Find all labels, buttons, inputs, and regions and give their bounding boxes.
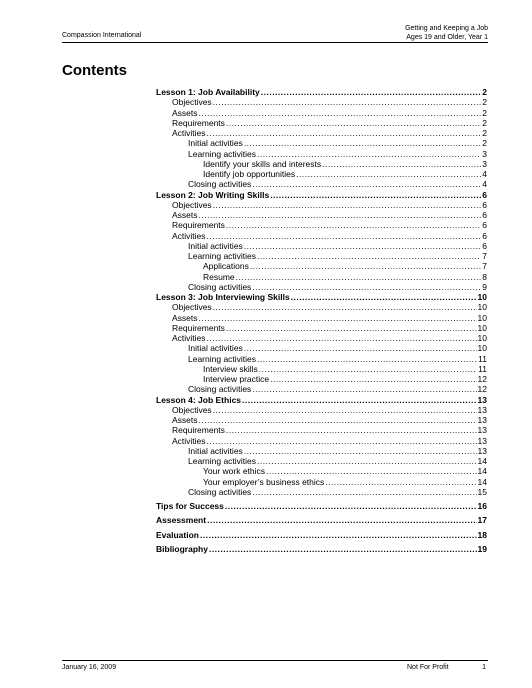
toc-entry[interactable] (156, 323, 487, 333)
toc-leader-dots (291, 292, 477, 302)
toc-entry-page: 16 (477, 501, 487, 511)
toc-entry-page: 6 (482, 230, 487, 241)
toc-leader-dots (252, 282, 481, 292)
toc-leader-dots (226, 425, 477, 435)
toc-entry-title: Objectives (172, 97, 212, 108)
toc-entry-title: Your employer’s business ethics (203, 476, 325, 487)
toc-leader-dots (266, 466, 476, 476)
toc-entry-title: Lesson 2: Job Writing Skills (156, 189, 270, 200)
toc-entry-page: 4 (482, 179, 487, 190)
toc-entry[interactable] (156, 343, 487, 353)
toc-leader-dots (257, 456, 476, 466)
page-title: Contents (62, 62, 127, 79)
toc-entry-title: Evaluation (156, 529, 199, 540)
toc-entry[interactable] (156, 425, 487, 435)
toc-leader-dots (322, 159, 481, 169)
toc-entry[interactable] (156, 395, 487, 405)
toc-entry-page: 2 (482, 107, 487, 118)
toc-leader-dots (207, 515, 476, 525)
toc-entry-title: Lesson 1: Job Availability (156, 87, 260, 97)
footer-rule (62, 660, 488, 661)
header-doc-title: Getting and Keeping a Job (405, 25, 488, 32)
toc-entry-page: 10 (477, 322, 487, 333)
toc-leader-dots (207, 231, 482, 241)
toc-leader-dots (252, 384, 476, 394)
toc-entry-title: Learning activities (188, 456, 257, 466)
toc-entry[interactable] (156, 501, 487, 511)
toc-entry[interactable] (156, 149, 487, 159)
toc-leader-dots (213, 302, 477, 312)
footer-page-number: 1 (482, 664, 486, 671)
toc-entry[interactable] (156, 159, 487, 169)
toc-entry-title: Activities (172, 435, 206, 446)
toc-entry-title: Learning activities (188, 148, 257, 159)
toc-leader-dots (261, 87, 482, 97)
toc-entry-page: 6 (482, 240, 487, 251)
toc-entry[interactable] (156, 87, 487, 97)
toc-entry[interactable] (156, 169, 487, 179)
toc-entry-page: 10 (477, 343, 487, 354)
toc-leader-dots (250, 261, 481, 271)
toc-leader-dots (213, 405, 477, 415)
toc-entry[interactable] (156, 118, 487, 128)
toc-entry[interactable] (156, 384, 487, 394)
toc-entry-page: 7 (482, 261, 487, 272)
toc-leader-dots (207, 436, 477, 446)
toc-entry-title: Interview practice (203, 374, 270, 384)
toc-leader-dots (244, 241, 481, 251)
toc-entry[interactable] (156, 179, 487, 189)
toc-entry-title: Assets (172, 107, 198, 118)
toc-entry[interactable] (156, 292, 487, 302)
toc-entry-title: Closing activities (188, 179, 252, 190)
toc-leader-dots (257, 251, 481, 261)
toc-entry-page: 3 (482, 148, 487, 159)
toc-entry-page: 10 (477, 312, 487, 323)
toc-entry[interactable] (156, 190, 487, 200)
toc-leader-dots (226, 118, 481, 128)
toc-entry-page: 2 (482, 87, 487, 97)
toc-leader-dots (259, 364, 477, 374)
toc-entry-title: Initial activities (188, 445, 243, 456)
toc-entry-title: Bibliography (156, 543, 208, 554)
toc-leader-dots (213, 200, 482, 210)
toc-leader-dots (207, 128, 482, 138)
footer-date: January 16, 2009 (62, 664, 117, 671)
toc-entry[interactable] (156, 374, 487, 384)
toc-entry-title: Requirements (172, 220, 225, 231)
toc-entry[interactable] (156, 530, 487, 540)
toc-entry-page: 2 (482, 97, 487, 108)
toc-entry[interactable] (156, 515, 487, 525)
toc-entry-title: Closing activities (188, 384, 252, 395)
toc-leader-dots (296, 169, 481, 179)
footer-notice: Not For Profit (407, 664, 449, 671)
toc-entry[interactable] (156, 446, 487, 456)
toc-entry-title: Your work ethics (203, 466, 266, 477)
toc-leader-dots (226, 323, 477, 333)
toc-entry-page: 19 (477, 543, 487, 554)
toc-entry-page: 6 (482, 189, 487, 200)
toc-leader-dots (199, 415, 477, 425)
toc-entry-title: Closing activities (188, 486, 252, 497)
toc-entry-page: 8 (482, 271, 487, 282)
toc-entry-title: Activities (172, 128, 206, 138)
toc-entry-page: 10 (477, 333, 487, 343)
toc-entry[interactable] (156, 200, 487, 210)
toc-entry-page: 12 (477, 384, 487, 395)
toc-entry-title: Activities (172, 333, 206, 343)
toc-entry-page: 17 (477, 515, 487, 526)
toc-entry-title: Learning activities (188, 251, 257, 261)
toc-entry-title: Applications (203, 261, 249, 272)
toc-leader-dots (244, 138, 481, 148)
toc-entry-title: Objectives (172, 404, 212, 415)
toc-leader-dots (252, 487, 476, 497)
toc-entry-title: Initial activities (188, 138, 243, 149)
toc-entry-page: 13 (477, 435, 487, 446)
toc-entry[interactable] (156, 415, 487, 425)
toc-entry-title: Assets (172, 415, 198, 425)
toc-leader-dots (244, 446, 477, 456)
toc-entry-page: 2 (482, 128, 487, 138)
toc-entry-page: 6 (482, 210, 487, 220)
toc-leader-dots (257, 149, 481, 159)
toc-entry[interactable] (156, 456, 487, 466)
toc-entry-page: 13 (477, 415, 487, 425)
toc-entry-page: 2 (482, 138, 487, 149)
toc-entry[interactable] (156, 364, 487, 374)
toc-entry[interactable] (156, 97, 487, 107)
toc-entry[interactable] (156, 436, 487, 446)
toc-entry-title: Learning activities (188, 353, 257, 364)
toc-entry-page: 13 (477, 425, 487, 436)
toc-entry[interactable] (156, 272, 487, 282)
toc-entry-page: 12 (477, 374, 487, 384)
toc-entry-page: 13 (477, 394, 487, 405)
toc-entry-title: Lesson 3: Job Interviewing Skills (156, 292, 290, 302)
toc-leader-dots (252, 179, 481, 189)
toc-leader-dots (236, 272, 482, 282)
toc-entry-title: Lesson 4: Job Ethics (156, 394, 242, 405)
toc-entry[interactable] (156, 220, 487, 230)
toc-leader-dots (199, 108, 482, 118)
toc-entry-title: Requirements (172, 322, 225, 333)
toc-entry[interactable] (156, 231, 487, 241)
toc-entry[interactable] (156, 138, 487, 148)
toc-leader-dots (257, 354, 477, 364)
toc-entry-page: 7 (482, 251, 487, 261)
toc-entry-title: Interview skills (203, 363, 258, 374)
toc-entry-page: 4 (482, 169, 487, 179)
toc-entry-title: Assets (172, 312, 198, 323)
toc-entry-page: 13 (477, 445, 487, 456)
toc-leader-dots (213, 97, 482, 107)
header-rule (62, 42, 488, 43)
toc-entry-page: 6 (482, 199, 487, 210)
toc-entry[interactable] (156, 313, 487, 323)
toc-entry[interactable] (156, 405, 487, 415)
toc-entry-title: Assessment (156, 515, 207, 526)
toc-leader-dots (225, 501, 477, 511)
toc-entry[interactable] (156, 302, 487, 312)
toc-entry-title: Identify job opportunities (203, 169, 296, 179)
toc-entry[interactable] (156, 354, 487, 364)
toc-entry[interactable] (156, 487, 487, 497)
toc-entry-title: Tips for Success (156, 501, 224, 511)
toc-entry-page: 10 (477, 292, 487, 302)
toc-leader-dots (199, 313, 477, 323)
toc-entry-page: 10 (477, 302, 487, 313)
toc-leader-dots (244, 343, 477, 353)
toc-entry[interactable] (156, 128, 487, 138)
toc-entry[interactable] (156, 251, 487, 261)
toc-leader-dots (270, 190, 481, 200)
toc-entry[interactable] (156, 241, 487, 251)
toc-entry-page: 14 (477, 456, 487, 466)
toc-leader-dots (199, 210, 482, 220)
toc-entry-title: Activities (172, 230, 206, 241)
toc-leader-dots (207, 333, 477, 343)
toc-entry[interactable] (156, 466, 487, 476)
toc-entry-title: Objectives (172, 199, 212, 210)
toc-leader-dots (200, 530, 477, 540)
toc-entry-page: 11 (478, 363, 487, 374)
toc-entry-page: 15 (477, 486, 487, 497)
toc-entry-title: Closing activities (188, 281, 252, 292)
toc-entry-page: 11 (478, 353, 487, 364)
table-of-contents (156, 87, 487, 554)
toc-entry[interactable] (156, 210, 487, 220)
toc-entry-page: 18 (477, 529, 487, 540)
toc-leader-dots (242, 395, 477, 405)
toc-entry-title: Objectives (172, 302, 212, 313)
toc-entry-page: 6 (482, 220, 487, 231)
toc-entry[interactable] (156, 261, 487, 271)
toc-entry-title: Initial activities (188, 240, 243, 251)
toc-entry[interactable] (156, 282, 487, 292)
toc-entry[interactable] (156, 477, 487, 487)
toc-entry-title: Requirements (172, 425, 225, 436)
toc-entry-title: Initial activities (188, 343, 243, 354)
toc-entry-page: 13 (477, 404, 487, 415)
toc-leader-dots (325, 477, 476, 487)
header-right (405, 24, 488, 42)
toc-entry-page: 14 (477, 476, 487, 487)
toc-leader-dots (270, 374, 476, 384)
toc-leader-dots (209, 544, 477, 554)
toc-leader-dots (226, 220, 481, 230)
toc-entry[interactable] (156, 108, 487, 118)
toc-entry-title: Identify your skills and interests (203, 158, 322, 169)
toc-entry-page: 3 (482, 158, 487, 169)
toc-entry-title: Resume (203, 271, 235, 282)
header-audience: Ages 19 and Older, Year 1 (406, 34, 488, 41)
toc-entry[interactable] (156, 333, 487, 343)
toc-entry-page: 2 (482, 117, 487, 128)
toc-entry[interactable] (156, 544, 487, 554)
toc-entry-title: Requirements (172, 117, 225, 128)
toc-entry-title: Assets (172, 210, 198, 220)
header-org: Compassion International (62, 32, 142, 39)
toc-entry-page: 14 (477, 466, 487, 477)
toc-entry-page: 9 (482, 281, 487, 292)
